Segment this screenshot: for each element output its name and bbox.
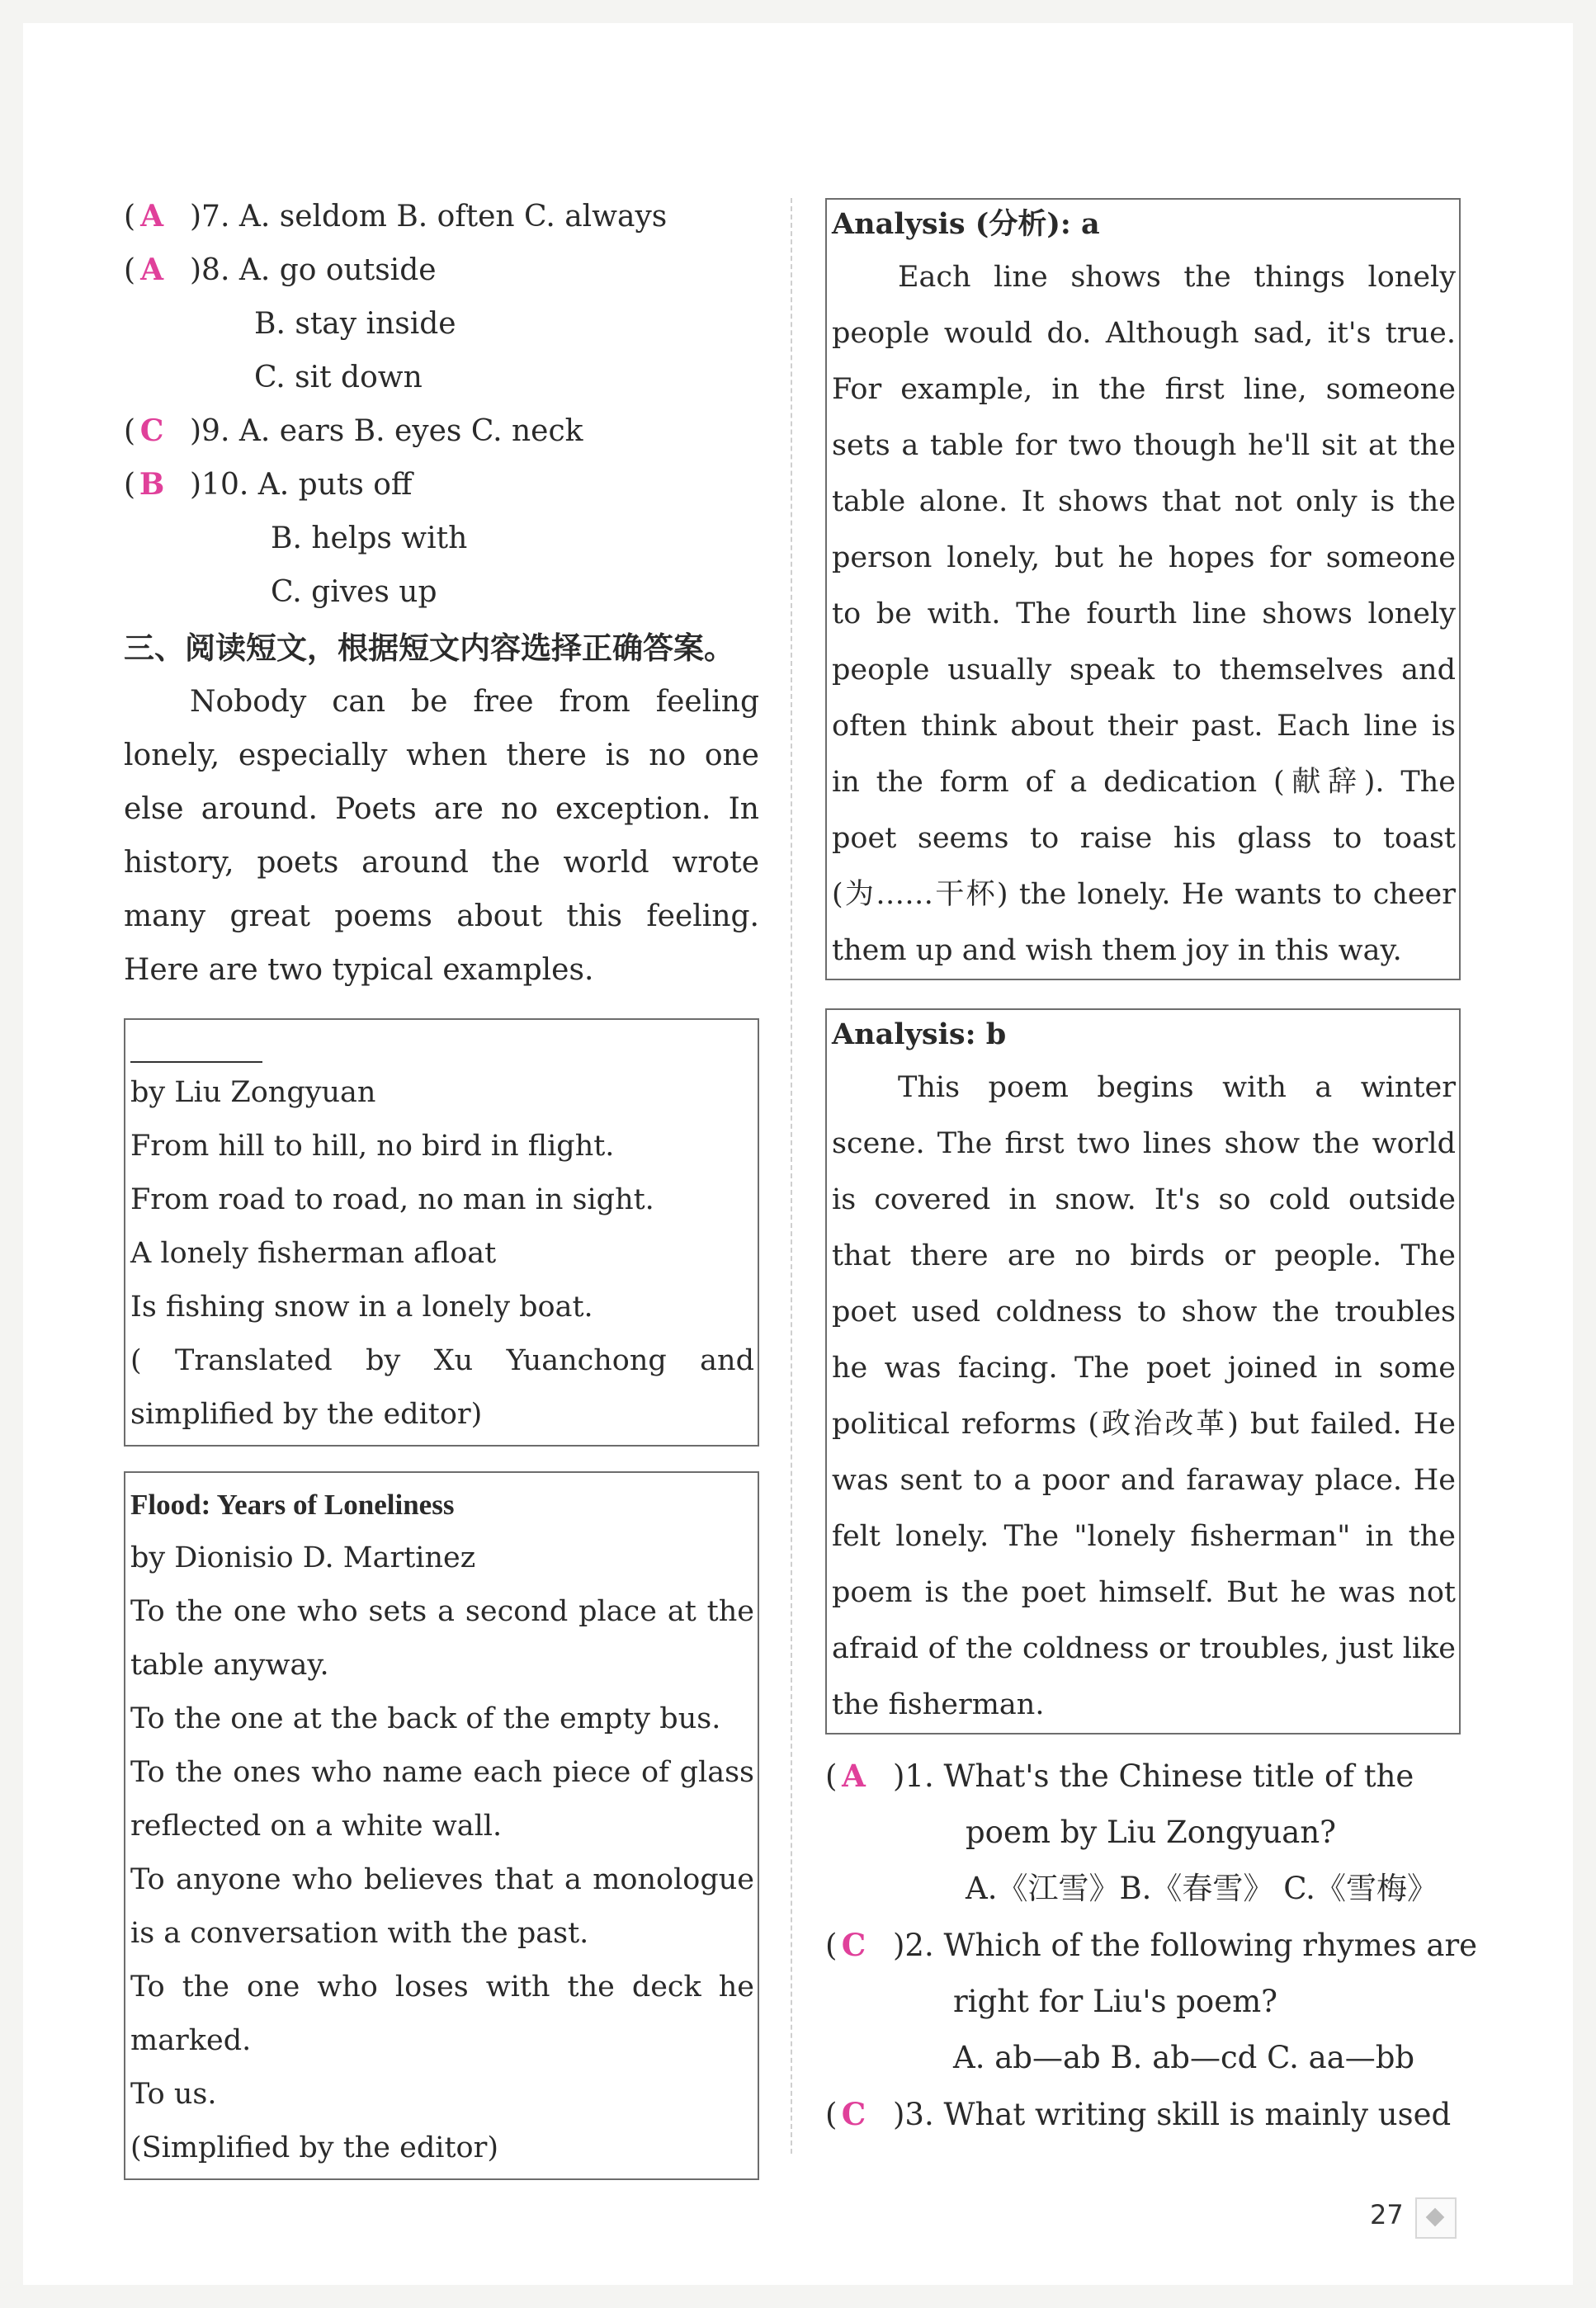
answer-8: A bbox=[140, 253, 164, 287]
question-8-option-c: C. sit down bbox=[254, 361, 423, 394]
poem-b-author: by Dionisio D. Martinez bbox=[130, 1541, 476, 1574]
question-2: ( C )2. Which of the following rhymes are bbox=[825, 1917, 1461, 1974]
analysis-a-box bbox=[825, 198, 1461, 980]
poem-a-author: by Liu Zongyuan bbox=[130, 1076, 376, 1109]
left-column bbox=[124, 190, 759, 2180]
question-7-text: )7. A. seldom B. often C. always bbox=[190, 200, 668, 234]
question-10: ( B )10. A. puts off bbox=[124, 458, 759, 512]
question-8: ( A )8. A. go outside bbox=[124, 243, 759, 297]
question-1-text-cont: poem by Liu Zongyuan? bbox=[966, 1815, 1337, 1850]
question-3-text: )3. What writing skill is mainly used bbox=[893, 2097, 1452, 2132]
question-10-text: )10. A. puts off bbox=[190, 468, 413, 502]
poem-b-line: To the ones who name each piece of glass reflected on a white wall. bbox=[130, 1756, 754, 1843]
question-9: ( C )9. A. ears B. eyes C. neck bbox=[124, 404, 759, 458]
question-2-text: )2. Which of the following rhymes are bbox=[893, 1928, 1478, 1963]
reading-questions bbox=[825, 1748, 1478, 2143]
diamond-icon bbox=[1415, 2197, 1457, 2239]
poem-a-line: From hill to hill, no bird in flight. bbox=[130, 1130, 615, 1163]
column-divider bbox=[791, 198, 792, 2154]
answer-3: C bbox=[841, 2096, 866, 2132]
question-8-option-b: B. stay inside bbox=[254, 307, 456, 341]
analysis-b-box bbox=[825, 1008, 1461, 1735]
analysis-a-label: Analysis (分析): a bbox=[832, 207, 1100, 241]
answer-10: B bbox=[139, 467, 165, 502]
question-1-text: )1. What's the Chinese title of the bbox=[893, 1758, 1414, 1794]
question-8-text: )8. A. go outside bbox=[190, 253, 437, 287]
poem-a-line: A lonely fisherman afloat bbox=[130, 1237, 497, 1270]
analysis-b-text: This poem begins with a winter scene. The first two lines show the world is covered in snow. It's so cold outside that there are no birds or people. The poet used coldness to show the troubles he was facing. The poet joined in some political reforms (政治改革) but failed. He was sent to a poor and faraway place. He felt lonely. The "lonely fisherman" in the poem is the poet himself. But he was not afraid of the coldness or troubles, just like the fisherman. bbox=[832, 1071, 1456, 1721]
question-1: ( A )1. What's the Chinese title of the bbox=[825, 1748, 1461, 1805]
question-9-text: )9. A. ears B. eyes C. neck bbox=[190, 414, 583, 448]
poem-a-line: From road to road, no man in sight. bbox=[130, 1183, 654, 1216]
answer-2: C bbox=[841, 1927, 866, 1963]
question-3: ( C )3. What writing skill is mainly used bbox=[825, 2086, 1461, 2143]
poem-b-note: (Simplified by the editor) bbox=[130, 2131, 498, 2164]
poem-b-line: To the one at the back of the empty bus. bbox=[130, 1702, 721, 1735]
poem-a-note: ( Translated by Xu Yuanchong and simplified by the editor) bbox=[130, 1344, 754, 1431]
question-10-option-c: C. gives up bbox=[271, 575, 437, 609]
question-2-options: A. ab—ab B. ab—cd C. aa—bb bbox=[953, 2040, 1415, 2075]
question-7: ( A )7. A. seldom B. often C. always bbox=[124, 190, 759, 243]
analysis-a-text: Each line shows the things lonely people would do. Although sad, it's true. For example, in the first line, someone sets a table for two though he'll sit at the table alone. It shows that not only is the person lonely, but he hopes for someone to be with. The fourth line shows lonely people usually speak to themselves and often think about their past. Each line is in the form of a dedication (献辞). The poet seems to raise his glass to toast (为……干杯) the lonely. He wants to cheer them up and wish them joy in this way. bbox=[832, 261, 1456, 967]
title-blank bbox=[130, 1025, 262, 1063]
question-2-text-cont: right for Liu's poem? bbox=[953, 1984, 1278, 2019]
poem-box-b bbox=[124, 1471, 759, 2180]
right-column bbox=[825, 198, 1478, 2143]
analysis-b-label: Analysis: b bbox=[832, 1017, 1007, 1051]
poem-box-a bbox=[124, 1018, 759, 1447]
question-10-option-b: B. helps with bbox=[271, 522, 468, 555]
poem-b-line: To the one who loses with the deck he marked. bbox=[130, 1971, 754, 2057]
intro-paragraph: Nobody can be free from feeling lonely, especially when there is no one else around. Poets are no exception. In history, poets around the world wrote many great poems about this feeling. Here are two typical examples. bbox=[124, 685, 759, 987]
section-title: 三、阅读短文，根据短文内容选择正确答案。 bbox=[124, 630, 734, 666]
question-1-options: A.《江雪》B.《春雪》 C.《雪梅》 bbox=[966, 1871, 1438, 1906]
answer-7: A bbox=[140, 199, 164, 234]
answer-9: C bbox=[139, 413, 164, 448]
page-number: 27 bbox=[1370, 2199, 1404, 2230]
answer-1: A bbox=[842, 1758, 866, 1794]
poem-b-title: Flood: Years of Loneliness bbox=[130, 1489, 455, 1521]
poem-b-line: To us. bbox=[130, 2078, 217, 2111]
poem-b-line: To the one who sets a second place at the table anyway. bbox=[130, 1595, 754, 1682]
poem-a-line: Is fishing snow in a lonely boat. bbox=[130, 1291, 593, 1324]
poem-b-line: To anyone who believes that a monologue is a conversation with the past. bbox=[130, 1863, 754, 1950]
